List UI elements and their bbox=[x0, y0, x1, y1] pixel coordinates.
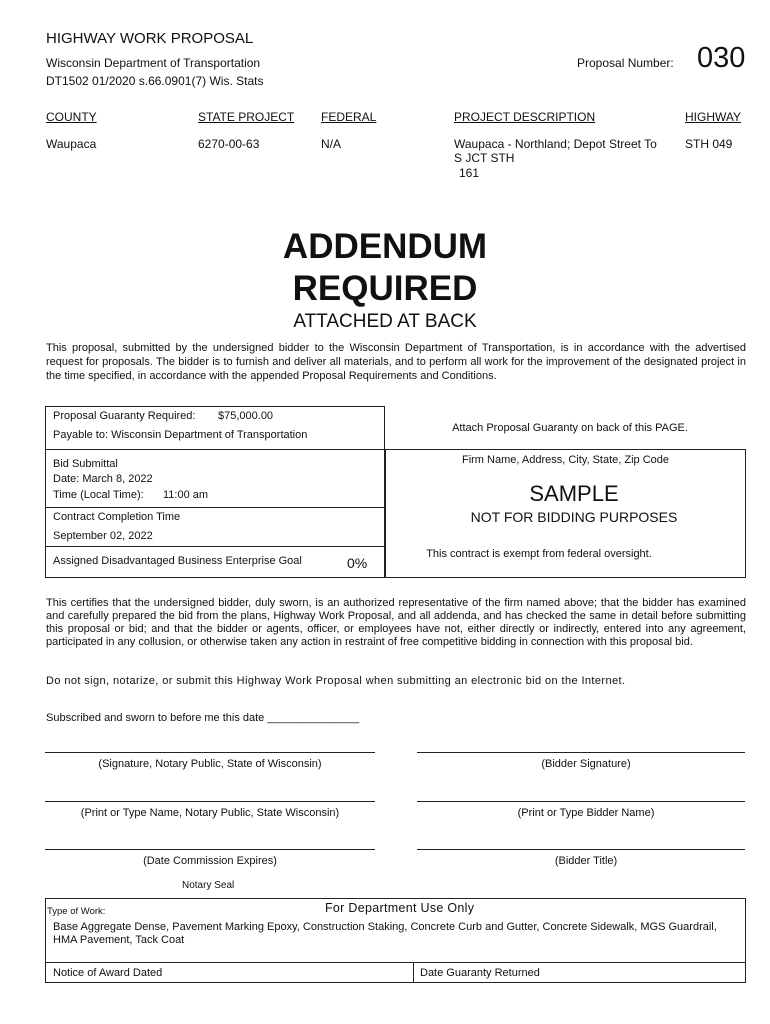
payable-to: Payable to: Wisconsin Department of Transportation bbox=[53, 429, 308, 441]
notary-name-line bbox=[45, 801, 375, 802]
electronic-bid-note: Do not sign, notarize, or submit this Highway Work Proposal when submitting an electronic bid on the Internet. bbox=[46, 675, 626, 687]
divider bbox=[413, 962, 414, 983]
department-use-heading: For Department Use Only bbox=[325, 901, 475, 915]
project-description-header: PROJECT DESCRIPTION bbox=[454, 110, 596, 124]
bidder-signature-caption: (Bidder Signature) bbox=[541, 758, 631, 770]
project-description-line2: S JCT STH bbox=[454, 151, 515, 165]
divider bbox=[45, 449, 385, 450]
bidder-name-line bbox=[417, 801, 745, 802]
type-of-work-label: Type of Work: bbox=[47, 906, 106, 917]
completion-label: Contract Completion Time bbox=[53, 511, 181, 523]
notary-seal-label: Notary Seal bbox=[182, 880, 235, 891]
bid-date: Date: March 8, 2022 bbox=[53, 473, 153, 485]
form-title: HIGHWAY WORK PROPOSAL bbox=[46, 30, 254, 47]
notary-signature-caption: (Signature, Notary Public, State of Wisconsin) bbox=[98, 758, 322, 770]
divider bbox=[45, 507, 385, 508]
county-header: COUNTY bbox=[46, 110, 97, 124]
type-of-work-text: Base Aggregate Dense, Pavement Marking Epoxy, Construction Staking, Concrete Curb and Gutter, Concrete Sidewalk, MGS Guardrail, HMA Pavement, Tack Coat bbox=[53, 921, 717, 946]
certification-paragraph: This certifies that the undersigned bidder, duly sworn, is an authorized representative of the firm named above; that the bidder has examined and carefully prepared the bid from the plans, Highway Work Proposal, and all addenda, and has checked the same in detail before submitting this proposal or bid; and that the bidder or agents, officer, or employees have not, either directly or indirectly, entered into any agreement, participated in any collusion, or otherwise taken any action in restraint of free competitive bidding in connection with this proposal bid. bbox=[46, 597, 746, 648]
bidder-signature-line bbox=[417, 752, 745, 753]
notary-name-caption: (Print or Type Name, Notary Public, State Wisconsin) bbox=[80, 807, 340, 819]
bidder-name-caption: (Print or Type Bidder Name) bbox=[517, 807, 655, 819]
attach-guaranty-note: Attach Proposal Guaranty on back of this PAGE. bbox=[452, 422, 688, 434]
county-value: Waupaca bbox=[46, 137, 97, 151]
highway-value: STH 049 bbox=[685, 137, 733, 151]
project-description-line3: 161 bbox=[459, 166, 480, 180]
form-code: DT1502 01/2020 s.66.0901(7) Wis. Stats bbox=[46, 74, 264, 88]
addendum-line3: ATTACHED AT BACK bbox=[293, 311, 477, 332]
addendum-line2: REQUIRED bbox=[292, 269, 478, 308]
intro-paragraph: This proposal, submitted by the undersigned bidder to the Wisconsin Department of Transportation, is in accordance with the advertised request for proposals. The bidder is to furnish and deliver all materials, and to perform all work for the improvement of the designated project in the time specified, in accordance with the appended Proposal Requirements and Conditions. bbox=[46, 342, 746, 382]
notice-of-award-label: Notice of Award Dated bbox=[53, 967, 163, 979]
subscribed-sworn-line: Subscribed and sworn to before me this date _______________ bbox=[46, 712, 360, 724]
project-description-line1: Waupaca - Northland; Depot Street To bbox=[454, 137, 657, 151]
guaranty-amount: $75,000.00 bbox=[218, 410, 274, 422]
date-guaranty-returned-label: Date Guaranty Returned bbox=[420, 967, 540, 979]
state-project-header: STATE PROJECT bbox=[198, 110, 295, 124]
divider bbox=[45, 546, 385, 547]
bid-submittal-label: Bid Submittal bbox=[53, 458, 118, 470]
divider bbox=[45, 962, 746, 963]
completion-date: September 02, 2022 bbox=[53, 530, 153, 542]
guaranty-label: Proposal Guaranty Required: bbox=[53, 410, 196, 422]
bidder-title-line bbox=[417, 849, 745, 850]
highway-header: HIGHWAY bbox=[685, 110, 741, 124]
proposal-number-label: Proposal Number: bbox=[577, 56, 674, 70]
federal-value: N/A bbox=[321, 137, 342, 151]
proposal-number: 030 bbox=[697, 42, 746, 74]
federal-header: FEDERAL bbox=[321, 110, 377, 124]
state-project-value: 6270-00-63 bbox=[198, 137, 260, 151]
bidder-title-caption: (Bidder Title) bbox=[554, 855, 618, 867]
department-name: Wisconsin Department of Transportation bbox=[46, 56, 261, 70]
commission-caption: (Date Commission Expires) bbox=[143, 855, 277, 867]
addendum-line1: ADDENDUM bbox=[282, 227, 488, 266]
sample-stamp: SAMPLE bbox=[529, 481, 619, 506]
dbe-goal-value: 0% bbox=[347, 555, 368, 571]
notary-signature-line bbox=[45, 752, 375, 753]
dbe-goal-label: Assigned Disadvantaged Business Enterprise Goal bbox=[53, 555, 302, 567]
federal-exempt-note: This contract is exempt from federal oversight. bbox=[426, 548, 652, 560]
not-for-bidding: NOT FOR BIDDING PURPOSES bbox=[470, 509, 678, 525]
firm-name-label: Firm Name, Address, City, State, Zip Code bbox=[461, 454, 670, 466]
commission-line bbox=[45, 849, 375, 850]
bid-time-value: 11:00 am bbox=[163, 489, 209, 501]
bid-time-label: Time (Local Time): bbox=[53, 489, 144, 501]
